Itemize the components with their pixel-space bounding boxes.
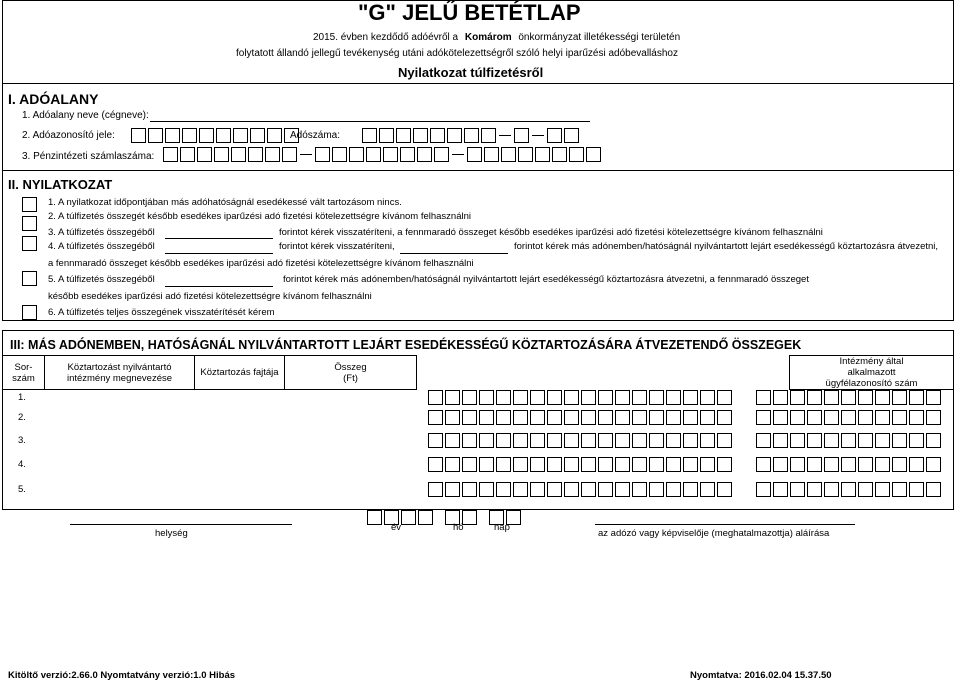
option-2-text: 2. A túlfizetés összegét később esedékes iparűzési adó fizetési kötelezettségre kívánom felhasználni xyxy=(48,211,471,222)
option-2-checkbox[interactable] xyxy=(22,216,37,231)
place-line[interactable] xyxy=(70,524,292,525)
option-4-transfer-field[interactable] xyxy=(400,253,508,254)
client-id-boxes[interactable] xyxy=(756,433,943,448)
taxpayer-name-label: 1. Adóalany neve (cégneve): xyxy=(22,110,149,121)
bank-account-label: 3. Pénzintézeti számlaszáma: xyxy=(22,151,155,162)
transfer-table xyxy=(2,355,954,390)
option-4-text-a: 4. A túlfizetés összegéből xyxy=(48,241,155,252)
footer-printed: Nyomtatva: 2016.02.04 15.37.50 xyxy=(690,670,832,681)
client-id-boxes[interactable] xyxy=(756,410,943,425)
table-row-number: 2. xyxy=(18,412,26,423)
header-line2: folytatott állandó jellegű tevékenység utáni adókötelezettségről szóló helyi iparűzési adóbevalláshoz xyxy=(236,48,678,59)
amount-boxes[interactable] xyxy=(428,410,734,425)
amount-boxes[interactable] xyxy=(428,482,734,497)
tax-number-label: Adószáma: xyxy=(290,130,341,141)
option-4-text-c: forintot kérek más adónemben/hatóságnál nyilvántartott lejárt esedékességű köztartozásra átvezetni, xyxy=(514,241,939,252)
month-label: hó xyxy=(453,522,464,533)
option-3-text-a: 3. A túlfizetés összegéből xyxy=(48,227,155,238)
form-subtitle: Nyilatkozat túlfizetésről xyxy=(398,65,544,80)
day-label: nap xyxy=(494,522,510,533)
col-header-row-number: Sor- szám xyxy=(3,356,45,390)
amount-boxes[interactable] xyxy=(428,457,734,472)
option-3-amount-field[interactable] xyxy=(165,238,273,239)
option-5-checkbox[interactable] xyxy=(22,271,37,286)
option-3-text-b: forintot kérek visszatéríteni, a fennmaradó összeget később esedékes iparűzési adó fizetési kötelezettségre kívánom felhasználni xyxy=(279,227,823,238)
option-4-checkbox[interactable] xyxy=(22,236,37,251)
form-title: "G" JELŰ BETÉTLAP xyxy=(358,0,581,25)
tax-number-field[interactable] xyxy=(362,128,581,143)
bank-account-field[interactable] xyxy=(163,147,603,162)
col-header-amount: Összeg (Ft) xyxy=(285,356,417,390)
option-1-text: 1. A nyilatkozat időpontjában más adóhatóságnál esedékessé vált tartozásom nincs. xyxy=(48,197,402,208)
amount-boxes[interactable] xyxy=(428,433,734,448)
col-header-client-id: Intézmény által alkalmazott ügyfélazonosító szám xyxy=(790,356,954,390)
option-4-refund-field[interactable] xyxy=(165,253,273,254)
tax-id-field[interactable] xyxy=(131,128,301,143)
year-label: év xyxy=(391,522,402,533)
header-line1-suffix: önkormányzat illetékességi területén xyxy=(518,32,681,43)
option-1-checkbox[interactable] xyxy=(22,197,37,212)
municipality-name: Komárom xyxy=(464,32,512,43)
table-row-number: 4. xyxy=(18,459,26,470)
signature-label: az adózó vagy képviselője (meghatalmazottja) aláírása xyxy=(598,528,830,539)
signature-line[interactable] xyxy=(595,524,855,525)
option-5-text-c: később esedékes iparűzési adó fizetési kötelezettségre kívánom felhasználni xyxy=(48,291,372,302)
option-5-text-a: 5. A túlfizetés összegéből xyxy=(48,274,155,285)
option-5-text-b: forintot kérek más adónemben/hatóságnál nyilvántartott lejárt esedékességű köztartozásra átvezetni, a fennmaradó összeget xyxy=(283,274,809,285)
header-line1 xyxy=(313,32,680,43)
header-line1-prefix: 2015. évben kezdődő adóévről a xyxy=(313,32,459,43)
option-6-text: 6. A túlfizetés teljes összegének visszatérítését kérem xyxy=(48,307,275,318)
col-header-debt-type: Köztartozás fajtája xyxy=(195,356,285,390)
client-id-boxes[interactable] xyxy=(756,457,943,472)
section-3-title: III: MÁS ADÓNEMBEN, HATÓSÁGNÁL NYILVÁNTARTOTT LEJÁRT ESEDÉKESSÉGŰ KÖZTARTOZÁSÁRA ÁTVEZETENDŐ ÖSSZEGEK xyxy=(10,338,802,352)
col-header-institution: Köztartozást nyilvántartó intézmény megnevezése xyxy=(45,356,195,390)
client-id-boxes[interactable] xyxy=(756,390,943,405)
section-1-title: I. ADÓALANY xyxy=(8,91,99,107)
tax-id-label: 2. Adóazonosító jele: xyxy=(22,130,115,141)
taxpayer-name-field[interactable] xyxy=(150,121,590,122)
client-id-boxes[interactable] xyxy=(756,482,943,497)
section-2-title: II. NYILATKOZAT xyxy=(8,177,113,192)
table-row-number: 5. xyxy=(18,484,26,495)
option-6-checkbox[interactable] xyxy=(22,305,37,320)
amount-boxes[interactable] xyxy=(428,390,734,405)
option-4-text-b: forintot kérek visszatéríteni, xyxy=(279,241,395,252)
table-header-row xyxy=(3,356,954,390)
place-label: helység xyxy=(155,528,188,539)
table-row-number: 3. xyxy=(18,435,26,446)
option-4-text-d: a fennmaradó összeget később esedékes iparűzési adó fizetési kötelezettségre kívánom felhasználni xyxy=(48,258,474,269)
table-row-number: 1. xyxy=(18,392,26,403)
footer-version: Kitöltő verzió:2.66.0 Nyomtatvány verzió:1.0 Hibás xyxy=(8,670,236,681)
option-5-amount-field[interactable] xyxy=(165,286,273,287)
